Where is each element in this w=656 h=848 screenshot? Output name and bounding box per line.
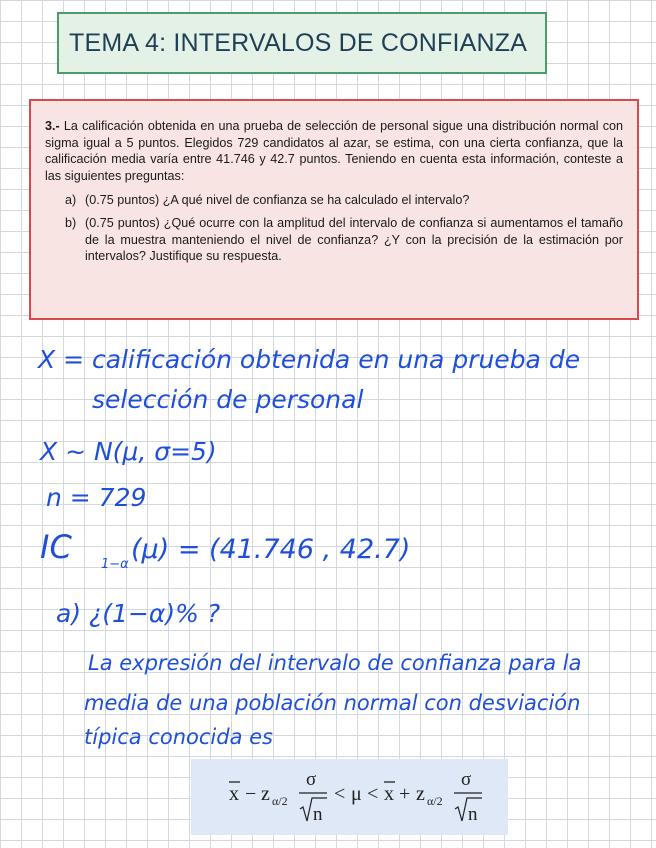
question-b-text: (0.75 puntos) ¿Qué ocurre con la amplitud del intervalo de confianza si aumentamos el tamaño de la muestra manteniendo el nivel de confianza? ¿Y con la precisión de la estimación por intervalos? Justifique su respuesta. bbox=[85, 215, 623, 264]
confidence-interval-formula bbox=[191, 759, 508, 835]
formula-sigma-1: σ bbox=[306, 769, 317, 790]
hw-line-variable: X = calificación obtenida en una prueba de bbox=[38, 345, 581, 374]
formula-lt-2: < bbox=[367, 783, 379, 805]
page-title: TEMA 4: INTERVALOS DE CONFIANZA bbox=[69, 28, 528, 57]
problem-number: 3.- bbox=[45, 119, 60, 133]
formula-z-sub-2: α/2 bbox=[427, 794, 443, 808]
problem-text: La calificación obtenida en una prueba de selección de personal sigue una distribución normal con sigma igual a 5 puntos. Elegidos 729 candidatos al azar, se estima, con una cierta confianza, que la calificación media varía entre 41.746 y 42.7 puntos. Teniendo en cuenta esta información, conteste a las siguientes preguntas: bbox=[45, 119, 624, 183]
question-b bbox=[65, 215, 623, 265]
hw-line-expression-3: típica conocida es bbox=[84, 725, 273, 749]
hw-line-question-a: a) ¿(1−α)% ? bbox=[56, 599, 221, 628]
hw-line-interval-ic: IC bbox=[40, 528, 72, 566]
question-a-text: (0.75 puntos) ¿A qué nivel de confianza se ha calculado el intervalo? bbox=[85, 193, 470, 208]
hw-line-expression-1: La expresión del intervalo de confianza para la bbox=[88, 651, 582, 675]
formula-lt-1: < bbox=[334, 783, 346, 805]
formula-box bbox=[191, 759, 508, 835]
problem-statement bbox=[45, 118, 623, 184]
formula-sigma-2: σ bbox=[461, 769, 472, 790]
formula-mu: μ bbox=[351, 783, 362, 805]
question-a bbox=[65, 192, 623, 209]
question-b-label: b) bbox=[65, 215, 77, 230]
formula-n-1: n bbox=[313, 804, 323, 825]
question-a-label: a) bbox=[65, 193, 77, 208]
hw-line-interval-sub: 1−α bbox=[101, 557, 129, 572]
hw-line-sample-size: n = 729 bbox=[46, 483, 147, 512]
handwritten-notes bbox=[0, 320, 656, 760]
formula-z-2: z bbox=[416, 783, 425, 805]
formula-minus: − bbox=[245, 783, 257, 805]
formula-xbar-2: x bbox=[384, 783, 394, 805]
hw-line-expression-2: media de una población normal con desviación bbox=[84, 691, 581, 715]
problem-box bbox=[29, 99, 639, 320]
hw-line-interval-value: (μ) = (41.746 , 42.7) bbox=[131, 534, 411, 565]
formula-z-1: z bbox=[261, 783, 270, 805]
formula-n-2: n bbox=[468, 804, 478, 825]
formula-xbar-1: x bbox=[229, 783, 239, 805]
title-box bbox=[57, 12, 547, 74]
hw-line-variable-cont: selección de personal bbox=[92, 385, 364, 414]
formula-z-sub-1: α/2 bbox=[272, 794, 288, 808]
formula-plus: + bbox=[399, 783, 411, 805]
hw-line-distribution: X ~ N(μ, σ=5) bbox=[40, 437, 217, 466]
